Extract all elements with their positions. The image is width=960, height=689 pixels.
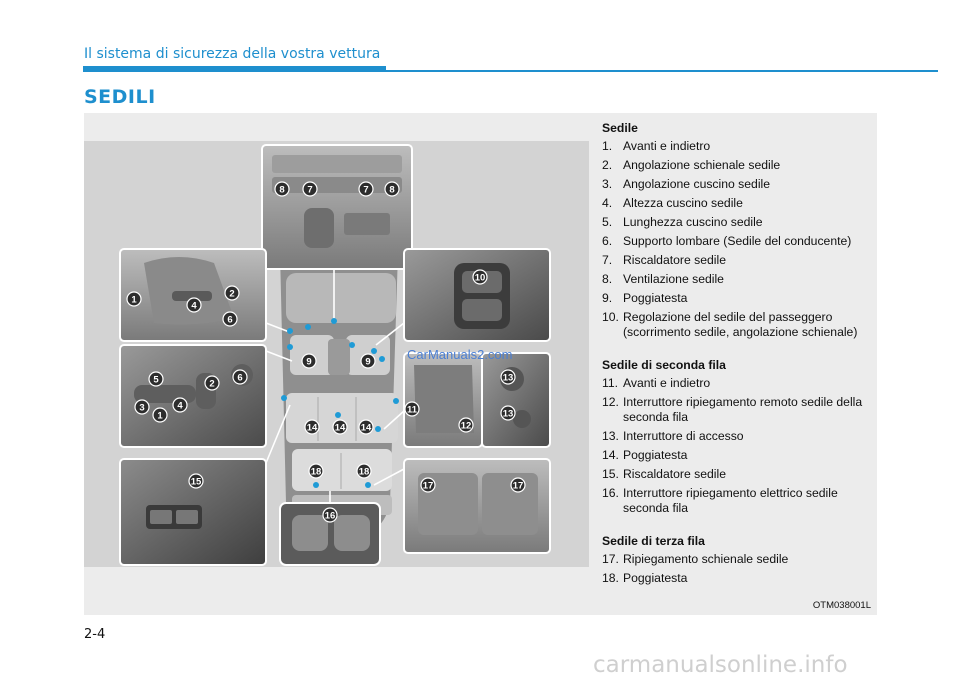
callout-6	[223, 312, 237, 326]
callout-18-l	[309, 464, 323, 478]
section-title: Il sistema di sicurezza della vostra vettura	[84, 46, 381, 62]
callout-2	[225, 286, 239, 300]
callout-3-b	[135, 400, 149, 414]
callout-10	[473, 270, 487, 284]
carmanuals-watermark: CarManuals2.com	[407, 347, 513, 362]
legend-item: 8. Ventilazione sedile	[602, 272, 724, 286]
figure-code: OTM038001L	[812, 600, 871, 611]
svg-text:3: 3	[139, 402, 145, 414]
legend-item: 15. Riscaldatore sedile	[602, 467, 726, 481]
page-number: 2-4	[84, 627, 106, 642]
svg-text:13: 13	[502, 408, 514, 420]
svg-text:4: 4	[191, 300, 197, 312]
svg-text:12: 12	[460, 420, 472, 432]
svg-text:8: 8	[389, 184, 395, 196]
callout-9-r	[361, 354, 375, 368]
console-inset	[262, 145, 412, 269]
svg-text:9: 9	[306, 356, 312, 368]
callout-7-l	[303, 182, 317, 196]
callout-5-b	[149, 372, 163, 386]
second-row-inset	[404, 353, 482, 447]
header-rule-thick	[83, 66, 386, 72]
chapter-title: SEDILI	[84, 86, 156, 108]
driver-seat-inset	[120, 249, 266, 341]
legend-item: 14. Poggiatesta	[602, 448, 688, 462]
legend-item: 3. Angolazione cuscino sedile	[602, 177, 771, 191]
callout-8-r	[385, 182, 399, 196]
svg-text:17: 17	[422, 480, 434, 492]
legend-item: 1. Avanti e indietro	[602, 139, 711, 153]
seat-switch-inset	[120, 345, 266, 447]
svg-text:14: 14	[306, 422, 318, 434]
svg-text:14: 14	[360, 422, 372, 434]
site-watermark: carmanualsonline.info	[593, 652, 848, 678]
svg-text:5: 5	[153, 374, 159, 386]
svg-text:15: 15	[190, 476, 202, 488]
callout-13-b	[501, 406, 515, 420]
callout-18-r	[357, 464, 371, 478]
legend-item: 13. Interruttore di accesso	[602, 429, 744, 443]
legend-second-title: Sedile di seconda fila	[602, 358, 726, 372]
svg-text:7: 7	[307, 184, 313, 196]
legend-front-title: Sedile	[602, 121, 638, 135]
third-row-inset	[404, 459, 550, 553]
legend	[602, 121, 872, 590]
callout-4-b	[173, 398, 187, 412]
svg-text:4: 4	[177, 400, 183, 412]
callout-14-l	[305, 420, 319, 434]
svg-text:14: 14	[334, 422, 346, 434]
legend-item: 4. Altezza cuscino sedile	[602, 196, 743, 210]
svg-text:6: 6	[237, 372, 243, 384]
legend-item: 18. Poggiatesta	[602, 571, 688, 585]
callout-17-r	[511, 478, 525, 492]
legend-item: 12. Interruttore ripiegamento remoto sedile della seconda fila	[602, 395, 863, 424]
svg-text:17: 17	[512, 480, 524, 492]
callout-1	[127, 292, 141, 306]
legend-item: 9. Poggiatesta	[602, 291, 688, 305]
svg-text:8: 8	[279, 184, 285, 196]
legend-item: 5. Lunghezza cuscino sedile	[602, 215, 763, 229]
legend-item: 17. Ripiegamento schienale sedile	[602, 552, 789, 566]
legend-item: 16. Interruttore ripiegamento elettrico sedile seconda fila	[602, 486, 838, 515]
seats-figure	[84, 113, 877, 615]
svg-text:1: 1	[157, 410, 163, 422]
callout-14-m	[333, 420, 347, 434]
callout-14-r	[359, 420, 373, 434]
callout-2-b	[205, 376, 219, 390]
callout-4	[187, 298, 201, 312]
callout-9-l	[302, 354, 316, 368]
callout-16	[323, 508, 337, 522]
callout-6-b	[233, 370, 247, 384]
svg-text:2: 2	[229, 288, 235, 300]
callout-7-r	[359, 182, 373, 196]
svg-text:13: 13	[502, 372, 514, 384]
passenger-switch-inset	[404, 249, 550, 341]
svg-text:10: 10	[474, 272, 486, 284]
svg-text:18: 18	[310, 466, 322, 478]
callout-17-l	[421, 478, 435, 492]
header-rule-thin	[386, 70, 938, 72]
legend-item: 10. Regolazione del sedile del passeggero (scorrimento sedile, angolazione schienale)	[602, 310, 858, 339]
callout-1-b	[153, 408, 167, 422]
callout-13-a	[501, 370, 515, 384]
legend-item: 6. Supporto lombare (Sedile del conducente)	[602, 234, 852, 248]
callout-15	[189, 474, 203, 488]
legend-item: 2. Angolazione schienale sedile	[602, 158, 781, 172]
legend-third-title: Sedile di terza fila	[602, 534, 705, 548]
svg-text:7: 7	[363, 184, 369, 196]
svg-text:18: 18	[358, 466, 370, 478]
svg-text:1: 1	[131, 294, 137, 306]
callout-8-l	[275, 182, 289, 196]
svg-text:9: 9	[365, 356, 371, 368]
svg-text:16: 16	[324, 510, 336, 522]
svg-text:6: 6	[227, 314, 233, 326]
svg-text:2: 2	[209, 378, 215, 390]
walkin-switch-inset	[482, 353, 550, 447]
legend-item: 7. Riscaldatore sedile	[602, 253, 726, 267]
svg-text:11: 11	[406, 404, 418, 416]
legend-item: 11. Avanti e indietro	[602, 376, 711, 390]
callout-11	[405, 402, 419, 416]
callout-12	[459, 418, 473, 432]
